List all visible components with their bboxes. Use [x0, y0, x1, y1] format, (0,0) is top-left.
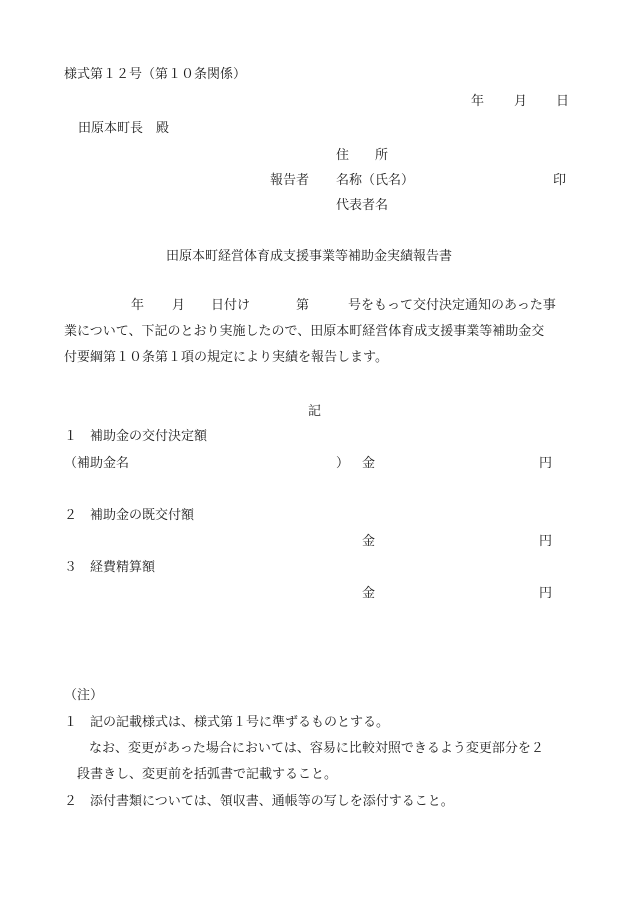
item-1-sub-close: ）	[336, 456, 350, 471]
item-1-heading: １ 補助金の交付決定額	[64, 429, 208, 444]
reporter-address-label: 住 所	[336, 148, 389, 163]
note-2: ２ 添付書類については、領収書、通帳等の写しを添付すること。	[64, 794, 454, 809]
date-year: 年	[471, 94, 485, 109]
item-2-amount-unit: 円	[539, 534, 553, 549]
note-1-continuation-2: 段書きし、変更前を括弧書で記載すること。	[77, 767, 338, 782]
reporter-name-label: 名称（氏名）	[336, 173, 415, 188]
note-1: １ 記の記載様式は、様式第１号に準ずるものとする。	[64, 715, 390, 730]
reporter-label: 報告者	[270, 173, 310, 188]
body-line1-text: 号をもって交付決定通知のあった事	[348, 298, 556, 313]
body-day-suffix: 日付け	[211, 298, 251, 313]
form-number: 様式第１２号（第１０条関係）	[64, 67, 247, 82]
item-1-amount-unit: 円	[539, 456, 553, 471]
body-month: 月	[172, 298, 186, 313]
item-3-amount-prefix: 金	[362, 586, 376, 601]
body-dai: 第	[296, 298, 310, 313]
ki-heading: 記	[308, 404, 322, 419]
item-1-sub-open: （補助金名	[64, 456, 130, 471]
notes-title: （注）	[64, 688, 104, 703]
body-year: 年	[131, 298, 145, 313]
item-2-heading: ２ 補助金の既交付額	[64, 508, 195, 523]
item-3-amount-unit: 円	[539, 586, 553, 601]
note-1-continuation-1: なお、変更があった場合においては、容易に比較対照できるよう変更部分を２	[89, 741, 544, 756]
item-3-heading: ３ 経費精算額	[64, 560, 156, 575]
document-title: 田原本町経営体育成支援事業等補助金実績報告書	[166, 249, 453, 264]
addressee: 田原本町長 殿	[78, 121, 170, 136]
item-1-amount-prefix: 金	[362, 456, 376, 471]
date-day: 日	[556, 94, 570, 109]
date-month: 月	[514, 94, 528, 109]
body-line3: 付要綱第１０条第１項の規定により実績を報告します。	[64, 350, 388, 365]
seal-mark: 印	[553, 173, 567, 188]
body-line2: 業について、下記のとおり実施したので、田原本町経営体育成支援事業等補助金交	[64, 324, 545, 339]
item-2-amount-prefix: 金	[362, 534, 376, 549]
reporter-rep-label: 代表者名	[336, 198, 389, 213]
